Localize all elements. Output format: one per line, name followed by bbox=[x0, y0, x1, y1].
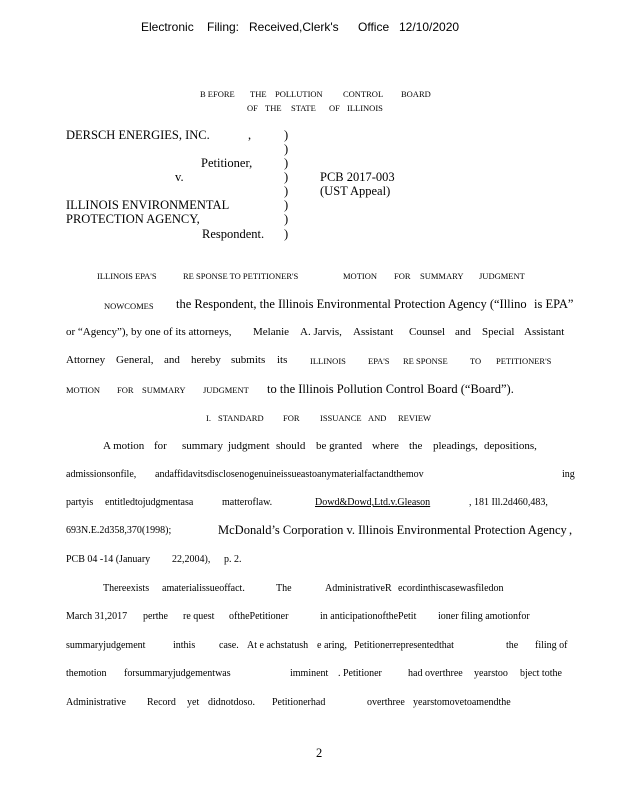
para-text: A. Jarvis, bbox=[300, 326, 342, 338]
para-text: Melanie bbox=[253, 326, 290, 338]
para-text: 693N.E.2d358,370(1998); bbox=[66, 525, 172, 536]
para-text: yearstomovetoamendthe bbox=[413, 697, 511, 708]
title-word: ILLINOIS EPA'S bbox=[97, 271, 157, 281]
caption-paren: ) bbox=[284, 184, 289, 198]
para-text: the bbox=[506, 640, 519, 651]
para-text: AdministrativeR bbox=[325, 583, 392, 594]
para-text: partyis bbox=[66, 497, 94, 508]
para-word: PETITIONER'S bbox=[496, 356, 552, 366]
para-text: 22,2004), bbox=[172, 554, 211, 565]
title-word: MOTION bbox=[343, 271, 377, 281]
para-text: McDonald’s Corporation v. Illinois Environmental Protection Agency bbox=[218, 523, 567, 537]
para-text: Assistant bbox=[353, 326, 394, 338]
para-text: Counsel bbox=[409, 326, 446, 338]
para-text: . Petitioner bbox=[338, 668, 382, 679]
para-text: At e achstatush bbox=[247, 640, 309, 651]
para-text: should bbox=[276, 440, 306, 452]
board-word: THE bbox=[250, 89, 267, 99]
para-text: matteroflaw. bbox=[222, 497, 273, 508]
para-text: summary bbox=[182, 440, 223, 452]
header-word: Electronic bbox=[141, 20, 194, 34]
para-text: inthis bbox=[173, 640, 196, 651]
para-text: in anticipationofthePetit bbox=[320, 611, 417, 622]
board-word: B EFORE bbox=[200, 89, 235, 99]
para-text: be granted bbox=[316, 440, 363, 452]
header-word: 12/10/2020 bbox=[399, 20, 460, 34]
para-text: the bbox=[409, 440, 423, 452]
para-text: entitledtojudgmentasa bbox=[105, 497, 194, 508]
para-text: ecordinthiscasewasfiledon bbox=[398, 583, 504, 594]
caption-paren: ) bbox=[284, 212, 289, 226]
para-text: and bbox=[455, 326, 471, 338]
respondent-name-line1: ILLINOIS ENVIRONMENTAL bbox=[66, 198, 230, 212]
para-text: yet bbox=[187, 697, 200, 708]
para-text: ing bbox=[562, 469, 575, 480]
section-word: STANDARD bbox=[218, 413, 264, 423]
para-text: A motion bbox=[103, 440, 145, 452]
para-text: judgment bbox=[228, 440, 270, 452]
para-word: MOTION bbox=[66, 385, 100, 395]
board-word: POLLUTION bbox=[275, 89, 323, 99]
para-word: TO bbox=[470, 356, 482, 366]
petitioner-name: DERSCH ENERGIES, INC. bbox=[66, 128, 210, 142]
para-text: summaryjudgement bbox=[66, 640, 146, 651]
case-type: (UST Appeal) bbox=[320, 184, 391, 198]
para-text: perthe bbox=[143, 611, 168, 622]
page-number: 2 bbox=[316, 746, 323, 760]
section-word: FOR bbox=[283, 413, 300, 423]
board-word: OF bbox=[247, 103, 258, 113]
caption-paren: ) bbox=[284, 170, 289, 184]
para-text: Record bbox=[147, 697, 176, 708]
para-text: for bbox=[154, 440, 167, 452]
para-text: Thereexists bbox=[103, 583, 150, 594]
caption-paren: ) bbox=[284, 227, 289, 241]
para-text: yearstoo bbox=[474, 668, 508, 679]
section-word: AND bbox=[368, 413, 387, 423]
para-text: the Respondent, the Illinois Environmental Protection Agency (“Illino bbox=[176, 297, 527, 311]
para-text: and bbox=[164, 354, 180, 366]
case-number: PCB 2017-003 bbox=[320, 170, 395, 184]
para-text: ofthePetitioner bbox=[229, 611, 289, 622]
para-text: PCB 04 -14 (January bbox=[66, 554, 151, 565]
para-text: e aring, bbox=[317, 640, 347, 651]
section-word: ISSUANCE bbox=[320, 413, 362, 423]
para-text: Administrative bbox=[66, 697, 126, 708]
section-word: I. bbox=[206, 413, 211, 423]
title-word: SUMMARY bbox=[420, 271, 464, 281]
caption-paren: ) bbox=[284, 198, 289, 212]
para-text: is EPA” bbox=[534, 297, 574, 311]
para-text: ioner filing amotionfor bbox=[438, 611, 530, 622]
para-text: , bbox=[569, 523, 573, 537]
para-text: General, bbox=[116, 354, 154, 366]
para-text: bject tothe bbox=[520, 668, 562, 679]
respondent-name-line2: PROTECTION AGENCY, bbox=[66, 212, 200, 226]
board-word: STATE bbox=[291, 103, 316, 113]
para-text: or “Agency”), by one of its attorneys, bbox=[66, 326, 232, 338]
header-word: Office bbox=[358, 20, 390, 34]
para-text: andaffidavitsdisclosenogenuineissueastoanymaterialfactandthemov bbox=[155, 469, 424, 480]
board-word: BOARD bbox=[401, 89, 431, 99]
para-text: overthree bbox=[367, 697, 405, 708]
header-word: Received,Clerk's bbox=[249, 20, 339, 34]
board-word: CONTROL bbox=[343, 89, 384, 99]
para-text: Petitionerhad bbox=[272, 697, 326, 708]
section-word: REVIEW bbox=[398, 413, 432, 423]
para-text: admissionsonfile, bbox=[66, 469, 137, 480]
para-word: RE SPONSE bbox=[403, 356, 448, 366]
petitioner-label: Petitioner, bbox=[201, 156, 253, 170]
case-citation-link[interactable]: Dowd&Dowd,Ltd.v.Gleason bbox=[315, 497, 431, 508]
para-text: where bbox=[372, 440, 399, 452]
para-text: Attorney bbox=[66, 354, 106, 366]
para-text: its bbox=[277, 354, 288, 366]
para-text: case. bbox=[219, 640, 239, 651]
para-text: imminent bbox=[290, 668, 329, 679]
para-text: didnotdoso. bbox=[208, 697, 255, 708]
para-word: SUMMARY bbox=[142, 385, 186, 395]
para-word: FOR bbox=[117, 385, 134, 395]
board-word: THE bbox=[265, 103, 282, 113]
para-text: March 31,2017 bbox=[66, 611, 128, 622]
para-text: to the Illinois Pollution Control Board (“Board”). bbox=[267, 382, 514, 396]
title-word: JUDGMENT bbox=[479, 271, 525, 281]
para-text: pleadings, bbox=[433, 440, 478, 452]
header-word: Filing: bbox=[207, 20, 240, 34]
versus: v. bbox=[175, 170, 184, 184]
title-word: FOR bbox=[394, 271, 411, 281]
para-text: depositions, bbox=[484, 440, 537, 452]
para-word: EPA'S bbox=[368, 356, 390, 366]
para-text: filing of bbox=[535, 640, 568, 651]
para-text: , 181 Ill.2d460,483, bbox=[469, 497, 548, 508]
para-text: Assistant bbox=[524, 326, 565, 338]
para-text: had overthree bbox=[408, 668, 463, 679]
title-word: RE SPONSE TO PETITIONER'S bbox=[183, 271, 299, 281]
board-word: OF bbox=[329, 103, 340, 113]
para-text: hereby bbox=[191, 354, 221, 366]
para-text: Special bbox=[482, 326, 515, 338]
para-text: Petitionerrepresentedthat bbox=[354, 640, 454, 651]
para-text: The bbox=[276, 583, 292, 594]
para-text: amaterialissueoffact. bbox=[162, 583, 245, 594]
caption-comma: , bbox=[248, 128, 252, 142]
caption-paren: ) bbox=[284, 156, 289, 170]
para-word: NOWCOMES bbox=[104, 301, 154, 311]
respondent-label: Respondent. bbox=[202, 227, 265, 241]
caption-paren: ) bbox=[284, 128, 289, 142]
para-text: submits bbox=[231, 354, 266, 366]
para-text: themotion bbox=[66, 668, 107, 679]
para-text: re quest bbox=[183, 611, 215, 622]
board-word: ILLINOIS bbox=[347, 103, 383, 113]
para-text: p. 2. bbox=[224, 554, 242, 565]
para-word: JUDGMENT bbox=[203, 385, 249, 395]
para-word: ILLINOIS bbox=[310, 356, 346, 366]
caption-paren: ) bbox=[284, 142, 289, 156]
para-text: forsummaryjudgementwas bbox=[124, 668, 231, 679]
